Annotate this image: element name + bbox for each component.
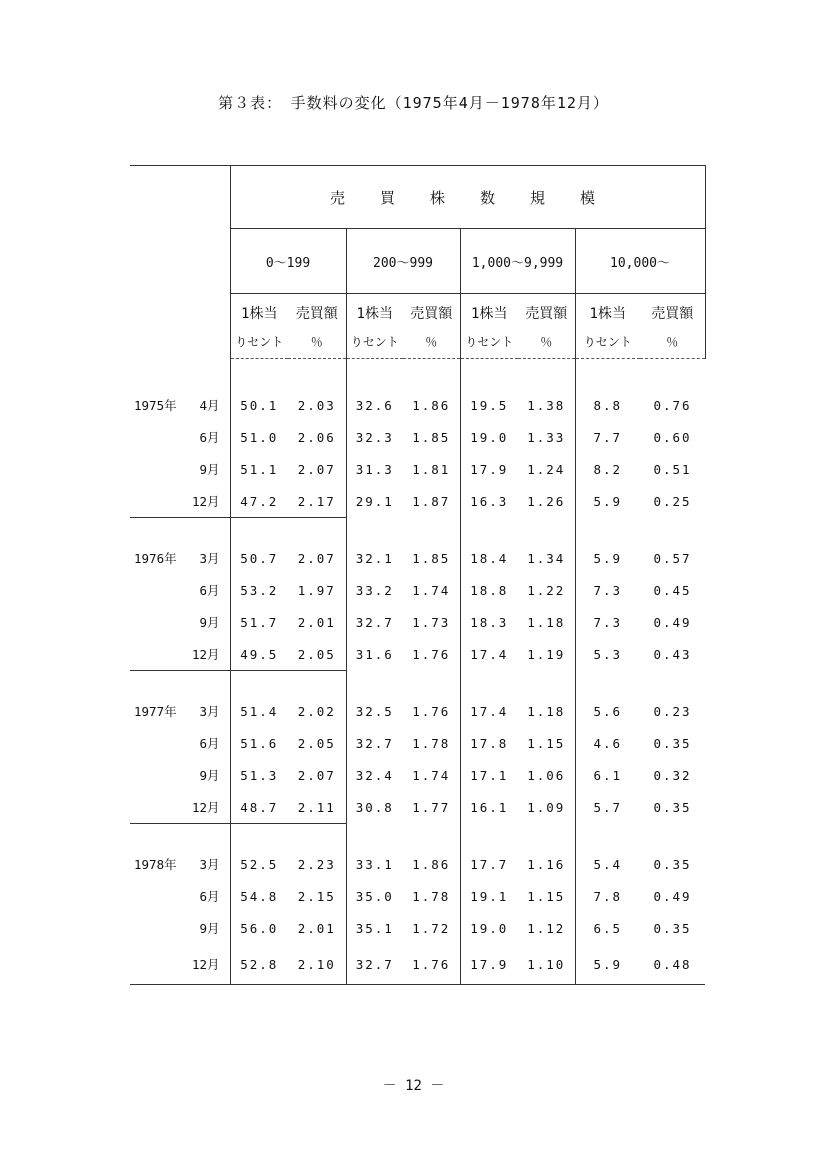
trade-value-percent-cell: 1.76 <box>403 638 460 671</box>
per-share-cents-cell: 19.5 <box>470 397 509 413</box>
table-row <box>130 389 705 421</box>
trade-value-percent-cell: 1.73 <box>403 606 460 638</box>
row-label <box>130 485 230 518</box>
table-row <box>130 727 705 759</box>
per-share-cents-cell: 52.8 <box>230 944 288 985</box>
per-share-cents-cell: 16.3 <box>470 493 509 509</box>
trade-value-percent-cell: 2.03 <box>288 389 346 421</box>
trade-value-percent-cell: 2.05 <box>288 638 346 671</box>
per-share-cents-cell: 7.8 <box>593 888 623 904</box>
per-share-cents-cell: 5.3 <box>593 646 623 662</box>
per-share-cents-cell: 18.8 <box>470 582 509 598</box>
month-label: 6月 <box>199 583 220 598</box>
per-share-cents-cell: 17.4 <box>470 646 509 662</box>
unit-cents-label: りセント <box>583 334 632 349</box>
per-share-cents-cell: 7.3 <box>593 614 623 630</box>
per-share-cents-cell: 51.6 <box>240 735 279 751</box>
spacer-cell <box>575 671 640 696</box>
trade-value-percent-cell: 0.57 <box>653 550 692 566</box>
trade-value-percent-cell: 1.16 <box>518 848 575 880</box>
per-share-cents-cell: 17.7 <box>470 856 509 872</box>
month-label: 6月 <box>199 430 220 445</box>
spacer-cell <box>518 518 575 543</box>
row-label <box>130 791 230 824</box>
trade-value-percent-cell: 2.01 <box>288 912 346 944</box>
per-share-cents-cell: 32.7 <box>355 735 394 751</box>
table-row <box>130 606 705 638</box>
trade-value-percent-cell: 2.07 <box>288 542 346 574</box>
trade-value-percent-cell: 2.06 <box>288 421 346 453</box>
trade-value-percent-cell: 1.77 <box>403 791 460 824</box>
trade-value-percent-cell: 0.35 <box>653 920 692 936</box>
trade-value-percent-cell: 1.22 <box>518 574 575 606</box>
table-row <box>130 421 705 453</box>
per-share-label: 1株当 <box>589 305 626 322</box>
spacer-cell <box>288 824 346 849</box>
trade-value-percent-cell: 0.49 <box>653 614 692 630</box>
trade-value-percent-cell: 2.17 <box>288 485 346 518</box>
per-share-cents-cell: 56.0 <box>240 920 279 936</box>
per-share-header <box>460 294 518 359</box>
month-label: 4月 <box>199 398 220 413</box>
per-share-cents-cell: 19.0 <box>470 920 509 936</box>
year-label: 1978年 <box>134 857 177 872</box>
month-label: 9月 <box>199 768 220 783</box>
trade-value-percent-cell: 0.35 <box>653 856 692 872</box>
spacer-cell <box>346 518 403 543</box>
unit-cents-label: りセント <box>235 334 284 349</box>
trade-value-percent-cell: 1.15 <box>518 727 575 759</box>
row-label <box>130 574 230 606</box>
trade-value-percent-cell: 1.81 <box>403 453 460 485</box>
trade-value-percent-cell: 2.02 <box>288 695 346 727</box>
row-label <box>130 912 230 944</box>
trade-value-percent-cell: 0.49 <box>653 888 692 904</box>
spacer-cell <box>130 671 230 696</box>
per-share-cents-cell: 8.8 <box>593 397 623 413</box>
per-share-cents-cell: 5.4 <box>593 856 623 872</box>
table-row <box>130 848 705 880</box>
trade-value-percent-cell: 2.10 <box>288 944 346 985</box>
per-share-label: 1株当 <box>356 305 393 322</box>
per-share-cents-cell: 31.6 <box>355 646 394 662</box>
per-share-cents-cell: 33.1 <box>355 856 394 872</box>
row-label <box>130 638 230 671</box>
spacer-cell <box>230 359 288 390</box>
per-share-cents-cell: 32.3 <box>355 429 394 445</box>
trade-value-percent-cell: 2.05 <box>288 727 346 759</box>
per-share-cents-cell: 8.2 <box>593 461 623 477</box>
row-label <box>130 727 230 759</box>
trade-value-label: 売買額 <box>410 305 453 322</box>
trade-value-percent-cell: 1.26 <box>518 485 575 518</box>
spacer-cell <box>460 671 518 696</box>
trade-value-percent-cell: 1.24 <box>518 453 575 485</box>
per-share-cents-cell: 29.1 <box>355 493 394 509</box>
per-share-cents-cell: 52.5 <box>240 856 279 872</box>
spacer-cell <box>460 518 518 543</box>
unit-cents-label: りセント <box>465 334 514 349</box>
trade-value-percent-cell: 0.48 <box>640 944 705 985</box>
per-share-cents-cell: 16.1 <box>470 799 509 815</box>
month-label: 12月 <box>191 800 220 815</box>
unit-percent-label: ％ <box>425 334 438 349</box>
row-label <box>130 759 230 791</box>
spacer-cell <box>518 671 575 696</box>
row-label <box>130 453 230 485</box>
range-header: 1,000～9,999 <box>460 229 575 294</box>
per-share-cents-cell: 6.5 <box>593 920 623 936</box>
per-share-cents-cell: 5.9 <box>593 550 623 566</box>
spacer-cell <box>640 824 705 849</box>
spacer-cell <box>640 518 705 543</box>
per-share-label: 1株当 <box>241 305 278 322</box>
trade-value-percent-cell: 1.86 <box>403 848 460 880</box>
trade-value-percent-cell: 1.78 <box>403 880 460 912</box>
per-share-cents-cell: 35.1 <box>355 920 394 936</box>
trade-value-percent-cell: 0.43 <box>653 646 692 662</box>
trade-value-percent-cell: 1.18 <box>518 695 575 727</box>
per-share-cents-cell: 4.6 <box>593 735 623 751</box>
table-row <box>130 695 705 727</box>
month-label: 9月 <box>199 462 220 477</box>
spacer-cell <box>403 671 460 696</box>
per-share-cents-cell: 32.5 <box>355 703 394 719</box>
per-share-cents-cell: 48.7 <box>240 799 279 815</box>
trade-value-percent-cell: 1.33 <box>518 421 575 453</box>
spacer-cell <box>640 359 705 390</box>
per-share-cents-cell: 51.1 <box>240 461 279 477</box>
trade-value-percent-cell: 2.01 <box>288 606 346 638</box>
unit-cents-label: りセント <box>350 334 399 349</box>
row-label <box>130 542 230 574</box>
month-label: 9月 <box>199 921 220 936</box>
per-share-cents-cell: 7.3 <box>593 582 623 598</box>
month-label: 6月 <box>199 889 220 904</box>
trade-value-header <box>288 294 346 359</box>
per-share-cents-cell: 53.2 <box>240 582 279 598</box>
trade-value-percent-cell: 1.72 <box>403 912 460 944</box>
per-share-cents-cell: 32.7 <box>355 614 394 630</box>
table-row <box>130 453 705 485</box>
year-label: 1977年 <box>134 704 177 719</box>
year-label: 1976年 <box>134 551 177 566</box>
trade-value-percent-cell: 1.74 <box>403 759 460 791</box>
trade-value-label: 売買額 <box>525 305 568 322</box>
month-label: 12月 <box>191 957 220 972</box>
unit-percent-label: ％ <box>666 334 679 349</box>
trade-value-percent-cell: 1.87 <box>403 485 460 518</box>
spacer-cell <box>230 824 288 849</box>
spacer-cell <box>575 359 640 390</box>
per-share-cents-cell: 51.0 <box>240 429 279 445</box>
per-share-cents-cell: 17.9 <box>460 944 518 985</box>
per-share-cents-cell: 6.1 <box>593 767 623 783</box>
trade-value-percent-cell: 1.19 <box>518 638 575 671</box>
trade-value-percent-cell: 1.10 <box>518 944 575 985</box>
month-label: 9月 <box>199 615 220 630</box>
trade-value-percent-cell: 2.07 <box>288 453 346 485</box>
spacer-cell <box>346 824 403 849</box>
row-label <box>130 421 230 453</box>
trade-value-percent-cell: 0.45 <box>653 582 692 598</box>
trade-value-percent-cell: 1.09 <box>518 791 575 824</box>
per-share-cents-cell: 50.1 <box>240 397 279 413</box>
per-share-cents-cell: 5.9 <box>593 493 623 509</box>
unit-percent-label: ％ <box>310 334 323 349</box>
trade-value-percent-cell: 0.25 <box>653 493 692 509</box>
trade-value-header <box>640 294 705 359</box>
trade-value-percent-cell: 0.35 <box>653 799 692 815</box>
trade-value-percent-cell: 1.86 <box>403 389 460 421</box>
trade-value-percent-cell: 1.74 <box>403 574 460 606</box>
per-share-label: 1株当 <box>471 305 508 322</box>
per-share-cents-cell: 31.3 <box>355 461 394 477</box>
per-share-cents-cell: 18.4 <box>470 550 509 566</box>
per-share-cents-cell: 32.4 <box>355 767 394 783</box>
spacer-cell <box>288 518 346 543</box>
spacer-cell <box>288 359 346 390</box>
month-label: 12月 <box>191 647 220 662</box>
spacer-cell <box>403 824 460 849</box>
spacer-cell <box>346 671 403 696</box>
spacer-cell <box>403 359 460 390</box>
spacer-cell <box>130 518 230 543</box>
spacer-cell <box>346 359 403 390</box>
trade-value-percent-cell: 2.11 <box>288 791 346 824</box>
row-label <box>130 695 230 727</box>
table-title: 第３表： 手数料の変化（1975年4月－1978年12月） <box>218 94 609 112</box>
per-share-cents-cell: 30.8 <box>355 799 394 815</box>
range-header: 200～999 <box>346 229 460 294</box>
trade-value-percent-cell: 1.12 <box>518 912 575 944</box>
per-share-cents-cell: 17.1 <box>470 767 509 783</box>
month-label: 3月 <box>199 551 220 566</box>
trade-value-percent-cell: 2.23 <box>288 848 346 880</box>
per-share-header <box>346 294 403 359</box>
spacer-cell <box>403 518 460 543</box>
per-share-cents-cell: 51.4 <box>240 703 279 719</box>
per-share-cents-cell: 33.2 <box>355 582 394 598</box>
trade-value-percent-cell: 1.78 <box>403 727 460 759</box>
month-label: 3月 <box>199 704 220 719</box>
per-share-cents-cell: 51.7 <box>240 614 279 630</box>
spacer-cell <box>230 518 288 543</box>
table-row <box>130 880 705 912</box>
trade-value-percent-cell: 0.23 <box>653 703 692 719</box>
table-row <box>130 638 705 671</box>
trade-value-percent-cell: 2.15 <box>288 880 346 912</box>
range-header: 10,000～ <box>575 229 705 294</box>
per-share-header <box>230 294 288 359</box>
trade-value-percent-cell: 1.97 <box>288 574 346 606</box>
per-share-cents-cell: 18.3 <box>470 614 509 630</box>
trade-value-percent-cell: 1.76 <box>403 695 460 727</box>
table-row <box>130 912 705 944</box>
trade-value-percent-cell: 1.06 <box>518 759 575 791</box>
stub-header <box>130 166 230 359</box>
spacer-cell <box>518 359 575 390</box>
spacer-cell <box>575 824 640 849</box>
per-share-cents-cell: 32.6 <box>355 397 394 413</box>
spacer-cell <box>230 671 288 696</box>
spacer-cell <box>460 359 518 390</box>
month-label: 6月 <box>199 736 220 751</box>
column-group-header: 売 買 株 数 規 模 <box>230 166 705 229</box>
per-share-cents-cell: 17.8 <box>470 735 509 751</box>
spacer-cell <box>460 824 518 849</box>
month-label: 12月 <box>191 494 220 509</box>
per-share-cents-cell: 50.7 <box>240 550 279 566</box>
trade-value-percent-cell: 2.07 <box>288 759 346 791</box>
page-number: － 12 － <box>382 1078 445 1094</box>
month-label: 3月 <box>199 857 220 872</box>
spacer-cell <box>575 518 640 543</box>
per-share-cents-cell: 47.2 <box>240 493 279 509</box>
table-row <box>130 791 705 824</box>
range-header: 0～199 <box>230 229 346 294</box>
table-row <box>130 759 705 791</box>
per-share-cents-cell: 51.3 <box>240 767 279 783</box>
trade-value-percent-cell: 0.76 <box>653 397 692 413</box>
per-share-cents-cell: 32.7 <box>346 944 403 985</box>
trade-value-label: 売買額 <box>295 305 338 322</box>
per-share-cents-cell: 54.8 <box>240 888 279 904</box>
trade-value-percent-cell: 1.18 <box>518 606 575 638</box>
per-share-cents-cell: 19.0 <box>470 429 509 445</box>
trade-value-percent-cell: 1.85 <box>403 421 460 453</box>
row-label <box>130 389 230 421</box>
trade-value-percent-cell: 1.76 <box>403 944 460 985</box>
trade-value-percent-cell: 1.38 <box>518 389 575 421</box>
per-share-cents-cell: 5.7 <box>593 799 623 815</box>
table-row <box>130 944 705 985</box>
per-share-cents-cell: 5.9 <box>575 944 640 985</box>
year-label: 1975年 <box>134 398 177 413</box>
per-share-header <box>575 294 640 359</box>
per-share-cents-cell: 32.1 <box>355 550 394 566</box>
spacer-cell <box>518 824 575 849</box>
commission-table <box>130 165 706 985</box>
trade-value-percent-cell: 1.15 <box>518 880 575 912</box>
trade-value-header <box>518 294 575 359</box>
per-share-cents-cell: 7.7 <box>593 429 623 445</box>
spacer-cell <box>130 359 230 390</box>
row-label <box>130 606 230 638</box>
per-share-cents-cell: 19.1 <box>470 888 509 904</box>
row-label <box>130 848 230 880</box>
per-share-cents-cell: 17.4 <box>470 703 509 719</box>
per-share-cents-cell: 35.0 <box>355 888 394 904</box>
spacer-cell <box>130 824 230 849</box>
trade-value-label: 売買額 <box>651 305 694 322</box>
trade-value-header <box>403 294 460 359</box>
trade-value-percent-cell: 1.34 <box>518 542 575 574</box>
table-row <box>130 574 705 606</box>
unit-percent-label: ％ <box>540 334 553 349</box>
trade-value-percent-cell: 0.35 <box>653 735 692 751</box>
trade-value-percent-cell: 0.32 <box>653 767 692 783</box>
trade-value-percent-cell: 0.51 <box>653 461 692 477</box>
trade-value-percent-cell: 1.85 <box>403 542 460 574</box>
row-label <box>130 944 230 985</box>
trade-value-percent-cell: 0.60 <box>653 429 692 445</box>
table-row <box>130 485 705 518</box>
row-label <box>130 880 230 912</box>
table-row <box>130 542 705 574</box>
spacer-cell <box>640 671 705 696</box>
per-share-cents-cell: 5.6 <box>593 703 623 719</box>
spacer-cell <box>288 671 346 696</box>
per-share-cents-cell: 17.9 <box>470 461 509 477</box>
per-share-cents-cell: 49.5 <box>240 646 279 662</box>
